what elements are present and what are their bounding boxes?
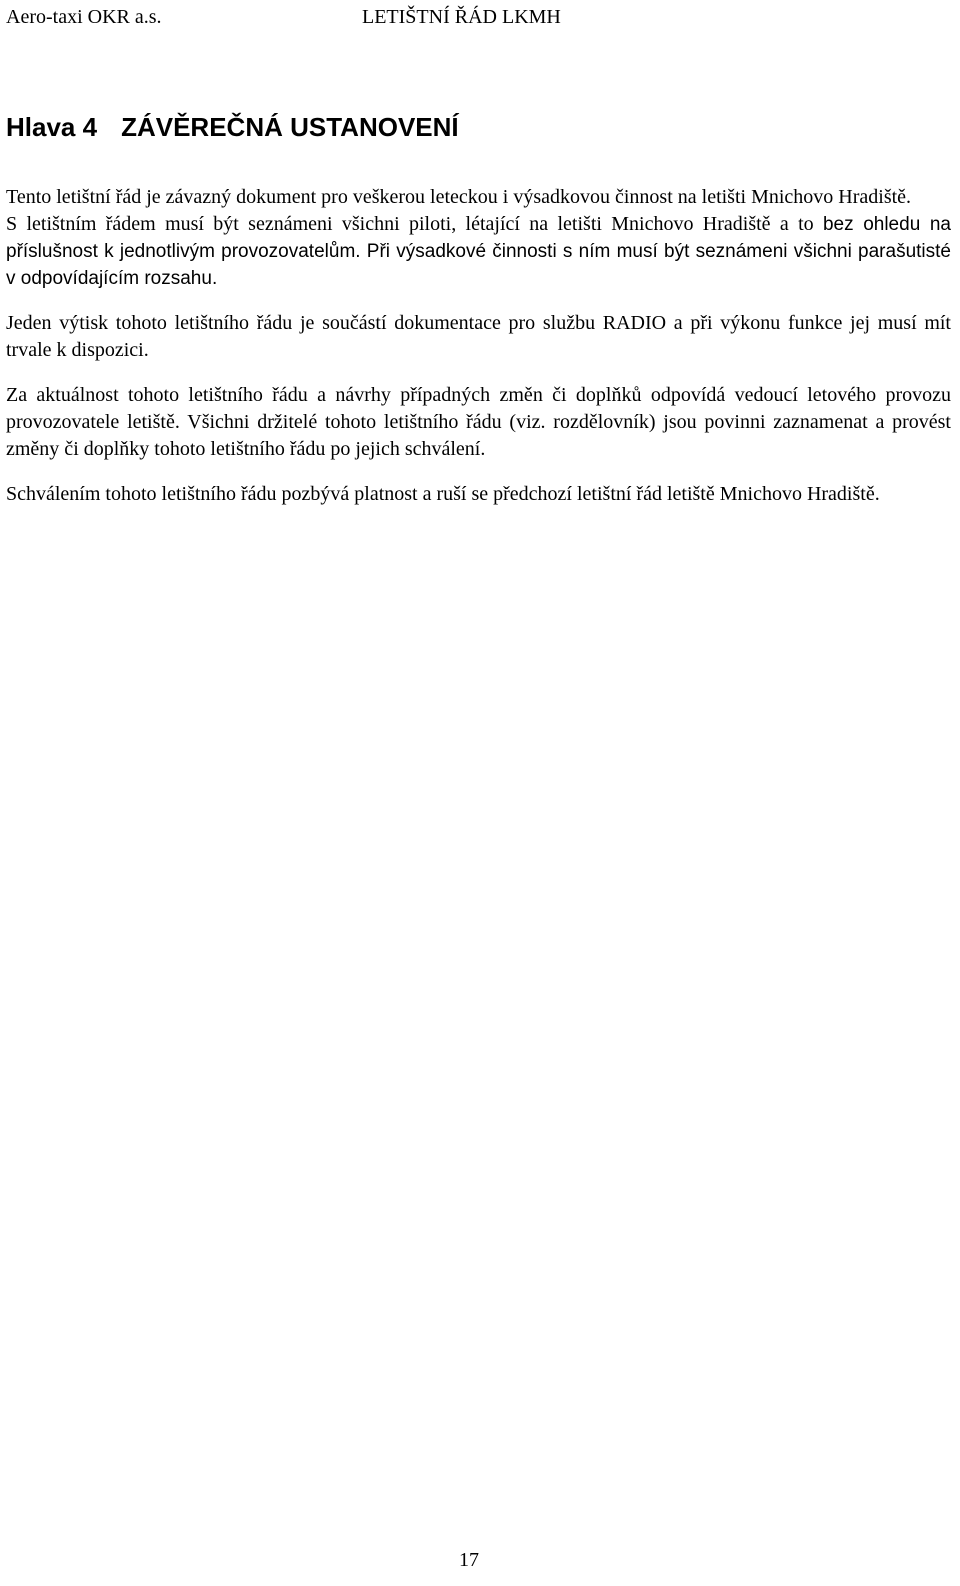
paragraph-validity: Schválením tohoto letištního řádu pozbývá platnost a ruší se předchozí letištní řád letiště Mnichovo Hradiště. xyxy=(6,483,880,505)
paragraph-pilot-awareness-part1: S letištním řádem musí být seznámeni všichni piloti, létající na letišti Mnichovo Hradiště a to xyxy=(6,213,814,235)
paragraph-pilot-awareness-part2: bez ohledu na příslušnost k jednotlivým provozovatelům. Při výsadkové činnosti s ním musí být seznámeni všichni parašutisté v odpovídajícím rozsahu. xyxy=(6,214,951,289)
chapter-title: ZÁVĚREČNÁ USTANOVENÍ xyxy=(121,112,459,142)
page-number: 17 xyxy=(459,1549,479,1571)
page-header xyxy=(6,4,566,30)
header-document-title: LETIŠTNÍ ŘÁD LKMH xyxy=(362,6,561,28)
document-body xyxy=(6,184,951,526)
paragraph-pilot-awareness xyxy=(6,211,951,292)
paragraph-radio-copy xyxy=(6,310,951,364)
paragraph-updates: Za aktuálnost tohoto letištního řádu a návrhy případných změn či doplňků odpovídá vedoucí letového provozu provozovatele letiště. Všichni držitelé tohoto letištního řádu (viz. rozdělovník) jsou povinni zaznamenat a provést změny či doplňky tohoto letištního řádu po jejich schválení. xyxy=(6,384,951,460)
chapter-number: Hlava 4 xyxy=(6,112,98,142)
paragraph-radio-copy-text: Jeden výtisk tohoto letištního řádu je součástí dokumentace pro službu RADIO a při výkonu funkce jej musí mít trvale k dispozici. xyxy=(6,312,951,361)
chapter-heading xyxy=(6,110,459,144)
header-company: Aero-taxi OKR a.s. xyxy=(6,6,162,28)
paragraph-scope: Tento letištní řád je závazný dokument pro veškerou leteckou i výsadkovou činnost na letišti Mnichovo Hradiště. xyxy=(6,186,912,208)
